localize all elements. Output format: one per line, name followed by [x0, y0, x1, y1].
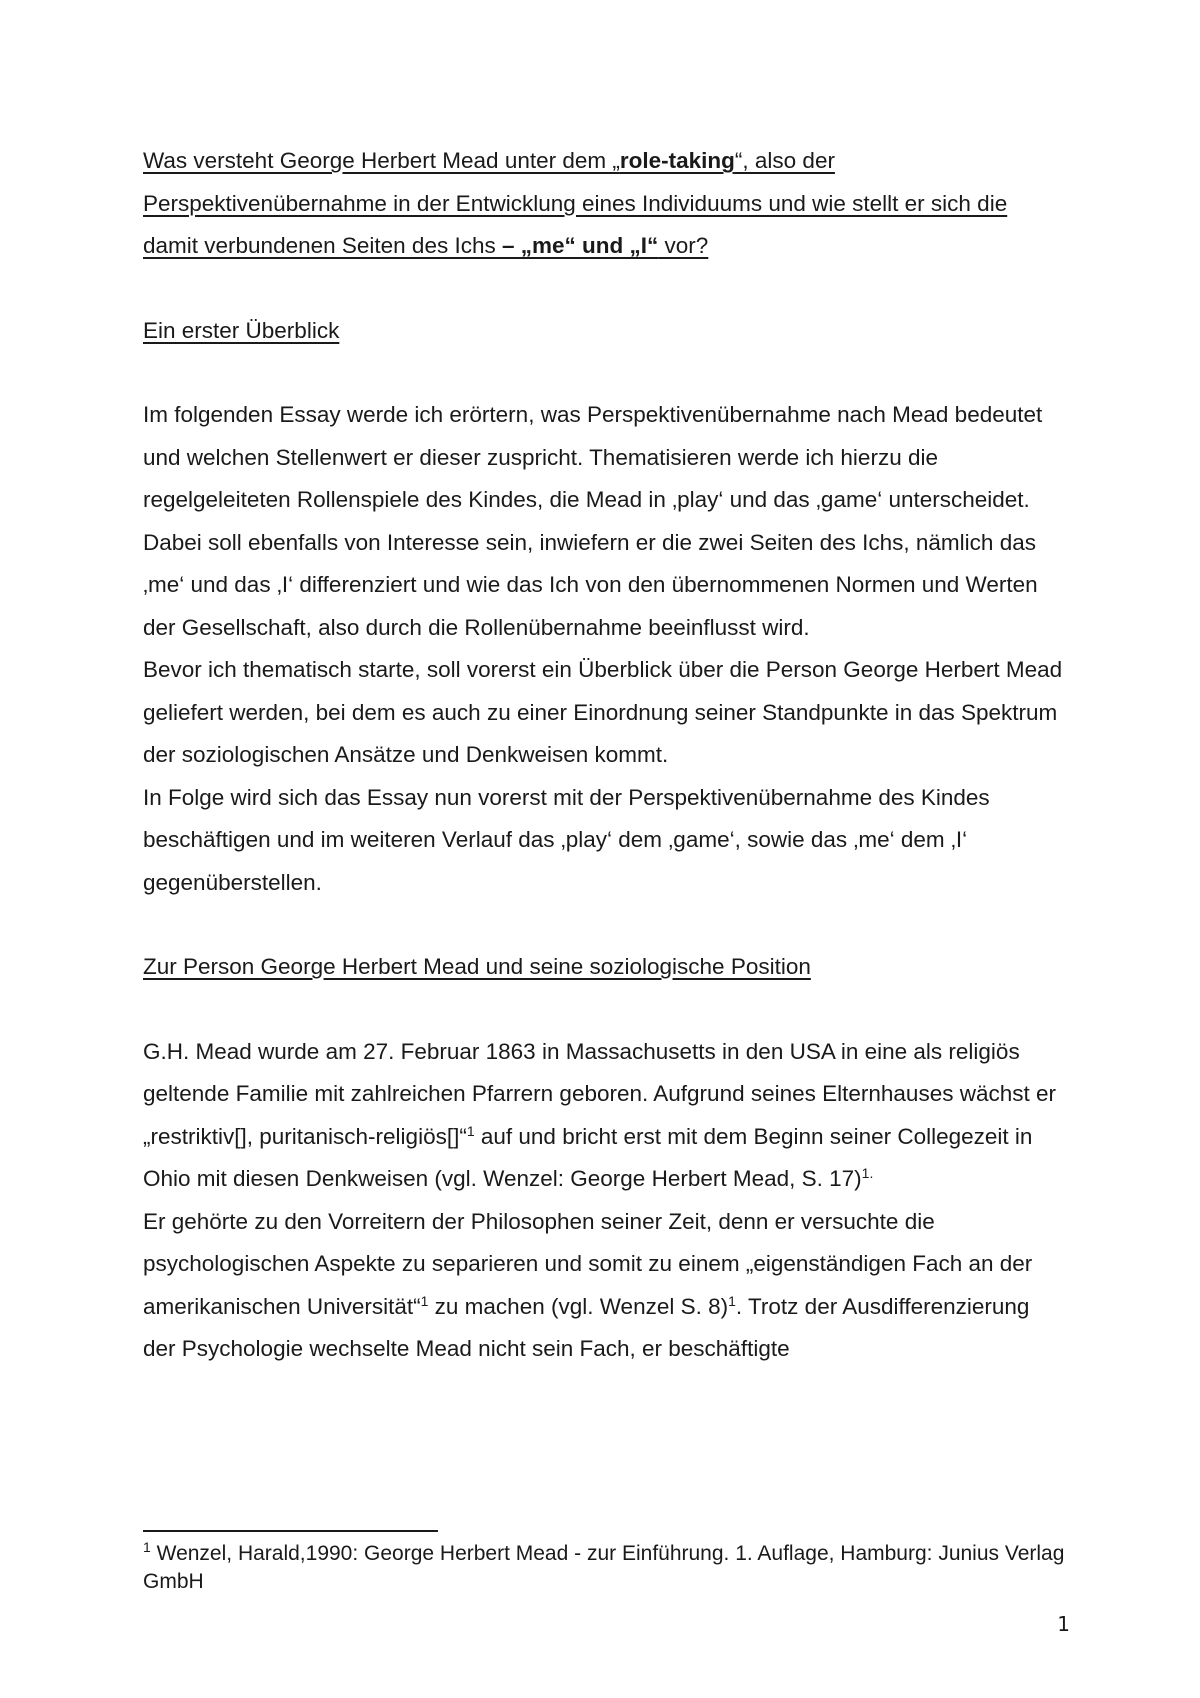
- section-heading-person: Zur Person George Herbert Mead und seine soziologische Position: [143, 954, 811, 979]
- paragraph-text: . Trotz der Ausdifferenzierung der Psychologie wechselte Mead nicht sein Fach, er beschäftigte: [143, 1293, 1030, 1361]
- paragraph: In Folge wird sich das Essay nun vorerst mit der Perspektivenübernahme des Kindes beschäftigen und im weiteren Verlauf das ‚play‘ dem ‚game‘, sowie das ‚me‘ dem ‚I‘ gegenüberstellen.: [143, 784, 990, 895]
- title-role-taking: role-taking: [619, 148, 735, 173]
- footnote-reference[interactable]: 1: [728, 1292, 736, 1309]
- page-number: 1: [1057, 1612, 1070, 1636]
- essay-title: [143, 140, 1068, 268]
- paragraph: Im folgenden Essay werde ich erörtern, was Perspektivenübernahme nach Mead bedeutet und welchen Stellenwert er dieser zuspricht. Thematisieren werde ich hierzu die regelgeleiteten Rollenspiele des Kindes, die Mead in ‚play‘ und das ‚game‘ unterscheidet. Dabei soll ebenfalls von Interesse sein, inwiefern er die zwei Seiten des Ichs, nämlich das ‚me‘ und das ‚I‘ differenziert und wie das Ich von den übernommenen Normen und Werten der Gesellschaft, also durch die Rollenübernahme beeinflusst wird.: [143, 402, 1043, 640]
- section-heading-overview: Ein erster Überblick: [143, 317, 340, 343]
- paragraph-text: G.H. Mead wurde am 27. Februar 1863 in Massachusetts in den USA in eine als religiös geltende Familie mit zahlreichen Pfarrern geboren. Aufgrund seines Elternhauses wächst er „restriktiv[], puritanisch-religiös[]“: [143, 1038, 1056, 1149]
- footnote-reference[interactable]: 1: [420, 1292, 429, 1309]
- footnote-reference[interactable]: 1.: [861, 1165, 874, 1181]
- paragraph-text: Er gehörte zu den Vorreitern der Philosophen seiner Zeit, denn er versuchte die psychologischen Aspekte zu separieren und somit zu einem „eigenständigen Fach an der amerikanischen Universität“: [143, 1208, 1033, 1319]
- footnote: [143, 1540, 1068, 1596]
- footnote-separator: [143, 1530, 438, 1532]
- title-part-1: Was versteht George Herbert Mead unter dem „: [143, 148, 620, 173]
- paragraph-text: zu machen (vgl. Wenzel S. 8): [428, 1293, 729, 1319]
- footnote-reference[interactable]: 1: [466, 1122, 475, 1139]
- title-me-and-i: – „me“ und „I“: [501, 233, 659, 258]
- footnote-marker: 1: [143, 1539, 151, 1555]
- paragraph-text: auf und bricht erst mit dem Beginn seiner Collegezeit in Ohio mit diesen Denkweisen (vgl. Wenzel: George Herbert Mead, S. 17): [143, 1123, 1033, 1191]
- footnote-text: Wenzel, Harald,1990: George Herbert Mead - zur Einführung. 1. Auflage, Hamburg: Junius Verlag GmbH: [143, 1542, 1065, 1593]
- paragraph: Bevor ich thematisch starte, soll vorerst ein Überblick über die Person George Herbert Mead geliefert werden, bei dem es auch zu einer Einordnung seiner Standpunkte in das Spektrum der soziologischen Ansätze und Denkweisen kommt.: [143, 657, 1063, 767]
- title-part-3: “, also der Perspektivenübernahme in der Entwicklung eines Individuums und wie stellt er sich die damit verbundenen Seiten des Ichs: [143, 148, 1008, 258]
- paragraph: [143, 1201, 1068, 1371]
- paragraph: [143, 1031, 1068, 1201]
- body-text: [143, 140, 1068, 1371]
- title-part-5: vor?: [658, 233, 709, 258]
